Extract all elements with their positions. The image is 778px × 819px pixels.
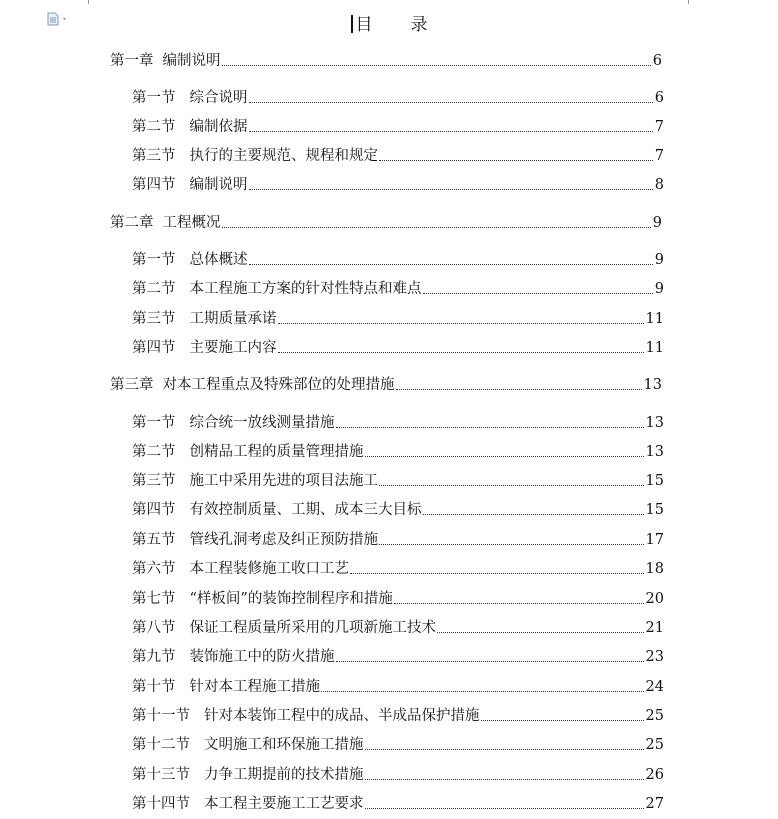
toc-entry[interactable] bbox=[132, 442, 664, 462]
toc-entry[interactable] bbox=[132, 589, 664, 609]
toc-leader-dots bbox=[249, 188, 653, 190]
toc-entry-page: 15 bbox=[645, 502, 664, 518]
toc-entry-page: 24 bbox=[645, 679, 664, 695]
toc-leader-dots bbox=[222, 226, 651, 228]
toc-entry[interactable] bbox=[132, 175, 664, 195]
toc-entry[interactable] bbox=[132, 677, 664, 697]
toc-entry-page: 6 bbox=[654, 90, 664, 106]
toc-entry-page: 20 bbox=[645, 591, 664, 607]
toc-leader-dots bbox=[379, 543, 644, 545]
toc-entry[interactable] bbox=[132, 500, 664, 520]
toc-entry-page: 25 bbox=[645, 708, 664, 724]
toc-entry-title: 力争工期提前的技术措施 bbox=[204, 767, 364, 783]
toc-entry-title: 主要施工内容 bbox=[189, 340, 277, 356]
toc-leader-dots bbox=[365, 778, 644, 780]
toc-entry-number: 第八节 bbox=[132, 620, 176, 636]
toc-leader-dots bbox=[365, 748, 644, 750]
toc-entry-number: 第十二节 bbox=[132, 737, 190, 753]
toc-entry-page: 9 bbox=[654, 281, 664, 297]
toc-entry-page: 25 bbox=[645, 737, 664, 753]
toc-leader-dots bbox=[423, 292, 653, 294]
toc-entry[interactable] bbox=[132, 530, 664, 550]
toc-entry-page: 6 bbox=[652, 53, 662, 69]
toc-entry-title: 工期质量承诺 bbox=[189, 311, 277, 327]
toc-entry-title: 装饰施工中的防火措施 bbox=[189, 649, 335, 665]
toc-entry-title: 总体概述 bbox=[189, 252, 248, 268]
toc-entry[interactable] bbox=[132, 559, 664, 579]
toc-entry-title: 编制说明 bbox=[189, 177, 248, 193]
toc-entry-page: 17 bbox=[645, 532, 664, 548]
toc-leader-dots bbox=[278, 351, 644, 353]
toc-entry-number: 第五节 bbox=[132, 532, 176, 548]
title-char-1: 目 bbox=[355, 15, 373, 35]
toc-entry-title: 本工程装修施工收口工艺 bbox=[189, 561, 349, 577]
toc-entry-number: 第一节 bbox=[132, 252, 176, 268]
toc-entry-number: 第四节 bbox=[132, 340, 176, 356]
toc-leader-dots bbox=[249, 101, 653, 103]
toc-entry-page: 27 bbox=[645, 796, 664, 812]
toc-entry-page: 9 bbox=[652, 215, 662, 231]
toc-entry-title: 有效控制质量、工期、成本三大目标 bbox=[189, 502, 422, 518]
toc-entry[interactable] bbox=[132, 765, 664, 785]
text-cursor bbox=[351, 15, 353, 33]
toc-leader-dots bbox=[278, 322, 644, 324]
toc-leader-dots bbox=[379, 484, 644, 486]
page-corner-mark-left bbox=[88, 0, 111, 4]
toc-entry[interactable] bbox=[132, 146, 664, 166]
toc-entry-page: 8 bbox=[654, 177, 664, 193]
toc-entry[interactable] bbox=[132, 471, 664, 491]
toc-entry[interactable] bbox=[132, 117, 664, 137]
toc-entry-number: 第十一节 bbox=[132, 708, 190, 724]
toc-entry-title: 编制依据 bbox=[189, 119, 248, 135]
toc-leader-dots bbox=[336, 660, 644, 662]
toc-entry-number: 第二节 bbox=[132, 444, 176, 460]
toc-entry[interactable] bbox=[132, 647, 664, 667]
toc-entry-page: 13 bbox=[645, 444, 664, 460]
toc-entry-number: 第一节 bbox=[132, 415, 176, 431]
page-title bbox=[0, 10, 778, 35]
toc-entry-title: 对本工程重点及特殊部位的处理措施 bbox=[162, 377, 395, 393]
toc-leader-dots bbox=[321, 690, 644, 692]
toc-entry-page: 13 bbox=[645, 415, 664, 431]
toc-entry-title: 施工中采用先进的项目法施工 bbox=[189, 473, 378, 489]
title-char-2: 录 bbox=[410, 15, 428, 35]
toc-entry-number: 第十四节 bbox=[132, 796, 190, 812]
toc-entry-page: 18 bbox=[645, 561, 664, 577]
toc-entry-number: 第一节 bbox=[132, 90, 176, 106]
toc-entry-number: 第三节 bbox=[132, 148, 176, 164]
toc-leader-dots bbox=[396, 388, 642, 390]
toc-entry-number: 第四节 bbox=[132, 502, 176, 518]
toc-entry[interactable] bbox=[132, 88, 664, 108]
toc-leader-dots bbox=[423, 513, 644, 515]
toc-entry-title: 编制说明 bbox=[162, 53, 221, 69]
toc-entry[interactable] bbox=[132, 309, 664, 329]
toc-leader-dots bbox=[394, 602, 644, 604]
toc-leader-dots bbox=[249, 263, 653, 265]
toc-entry[interactable] bbox=[132, 250, 664, 270]
toc-entry-page: 26 bbox=[645, 767, 664, 783]
toc-entry[interactable] bbox=[132, 279, 664, 299]
toc-entry-number: 第四节 bbox=[132, 177, 176, 193]
toc-entry[interactable] bbox=[110, 51, 662, 71]
toc-entry-number: 第一章 bbox=[110, 53, 154, 69]
toc-entry-page: 11 bbox=[645, 340, 664, 356]
toc-entry-title: 工程概况 bbox=[162, 215, 221, 231]
toc-leader-dots bbox=[365, 807, 644, 809]
toc-leader-dots bbox=[365, 455, 644, 457]
toc-entry-title: 管线孔洞考虑及纠正预防措施 bbox=[189, 532, 378, 548]
toc-entry[interactable] bbox=[132, 413, 664, 433]
toc-entry-page: 7 bbox=[654, 148, 664, 164]
toc-entry-number: 第九节 bbox=[132, 649, 176, 665]
toc-entry-title: 综合统一放线测量措施 bbox=[189, 415, 335, 431]
toc-entry-number: 第六节 bbox=[132, 561, 176, 577]
toc-entry-page: 21 bbox=[645, 620, 664, 636]
toc-entry-number: 第三节 bbox=[132, 311, 176, 327]
toc-entry-title: 文明施工和环保施工措施 bbox=[204, 737, 364, 753]
toc-entry-number: 第三节 bbox=[132, 473, 176, 489]
toc-entry[interactable] bbox=[132, 706, 664, 726]
toc-entry-number: 第二节 bbox=[132, 281, 176, 297]
toc-entry-title: 保证工程质量所采用的几项新施工技术 bbox=[189, 620, 436, 636]
toc-entry[interactable] bbox=[132, 618, 664, 638]
toc-entry-title: 执行的主要规范、规程和规定 bbox=[189, 148, 378, 164]
toc-leader-dots bbox=[336, 426, 644, 428]
toc-entry-title: 综合说明 bbox=[189, 90, 248, 106]
toc-entry-number: 第二章 bbox=[110, 215, 154, 231]
toc-entry[interactable] bbox=[132, 794, 664, 814]
toc-entry-title: 创精品工程的质量管理措施 bbox=[189, 444, 364, 460]
toc-entry-page: 15 bbox=[645, 473, 664, 489]
toc-entry-number: 第二节 bbox=[132, 119, 176, 135]
toc-entry-title: 针对本装饰工程中的成品、半成品保护措施 bbox=[204, 708, 480, 724]
toc-entry-page: 7 bbox=[654, 119, 664, 135]
toc-entry[interactable] bbox=[132, 338, 664, 358]
toc-entry-number: 第七节 bbox=[132, 591, 176, 607]
toc-entry-title: 本工程主要施工工艺要求 bbox=[204, 796, 364, 812]
toc-entry-page: 9 bbox=[654, 252, 664, 268]
toc-entry-title: “样板间”的装饰控制程序和措施 bbox=[189, 591, 393, 607]
toc-leader-dots bbox=[437, 631, 644, 633]
toc-entry-number: 第三章 bbox=[110, 377, 154, 393]
toc-leader-dots bbox=[249, 130, 653, 132]
toc-entry-page: 23 bbox=[645, 649, 664, 665]
toc-leader-dots bbox=[222, 64, 651, 66]
toc-entry[interactable] bbox=[110, 213, 662, 233]
toc-entry-page: 11 bbox=[645, 311, 664, 327]
toc-entry-title: 针对本工程施工措施 bbox=[189, 679, 320, 695]
toc-leader-dots bbox=[379, 159, 653, 161]
toc-entry[interactable] bbox=[110, 375, 662, 395]
toc-entry-number: 第十节 bbox=[132, 679, 176, 695]
toc-leader-dots bbox=[481, 719, 644, 721]
toc-entry-title: 本工程施工方案的针对性特点和难点 bbox=[189, 281, 422, 297]
toc-entry-page: 13 bbox=[643, 377, 662, 393]
page-corner-mark-right bbox=[666, 0, 689, 4]
toc-entry[interactable] bbox=[132, 735, 664, 755]
toc-entry-number: 第十三节 bbox=[132, 767, 190, 783]
toc-leader-dots bbox=[350, 572, 644, 574]
